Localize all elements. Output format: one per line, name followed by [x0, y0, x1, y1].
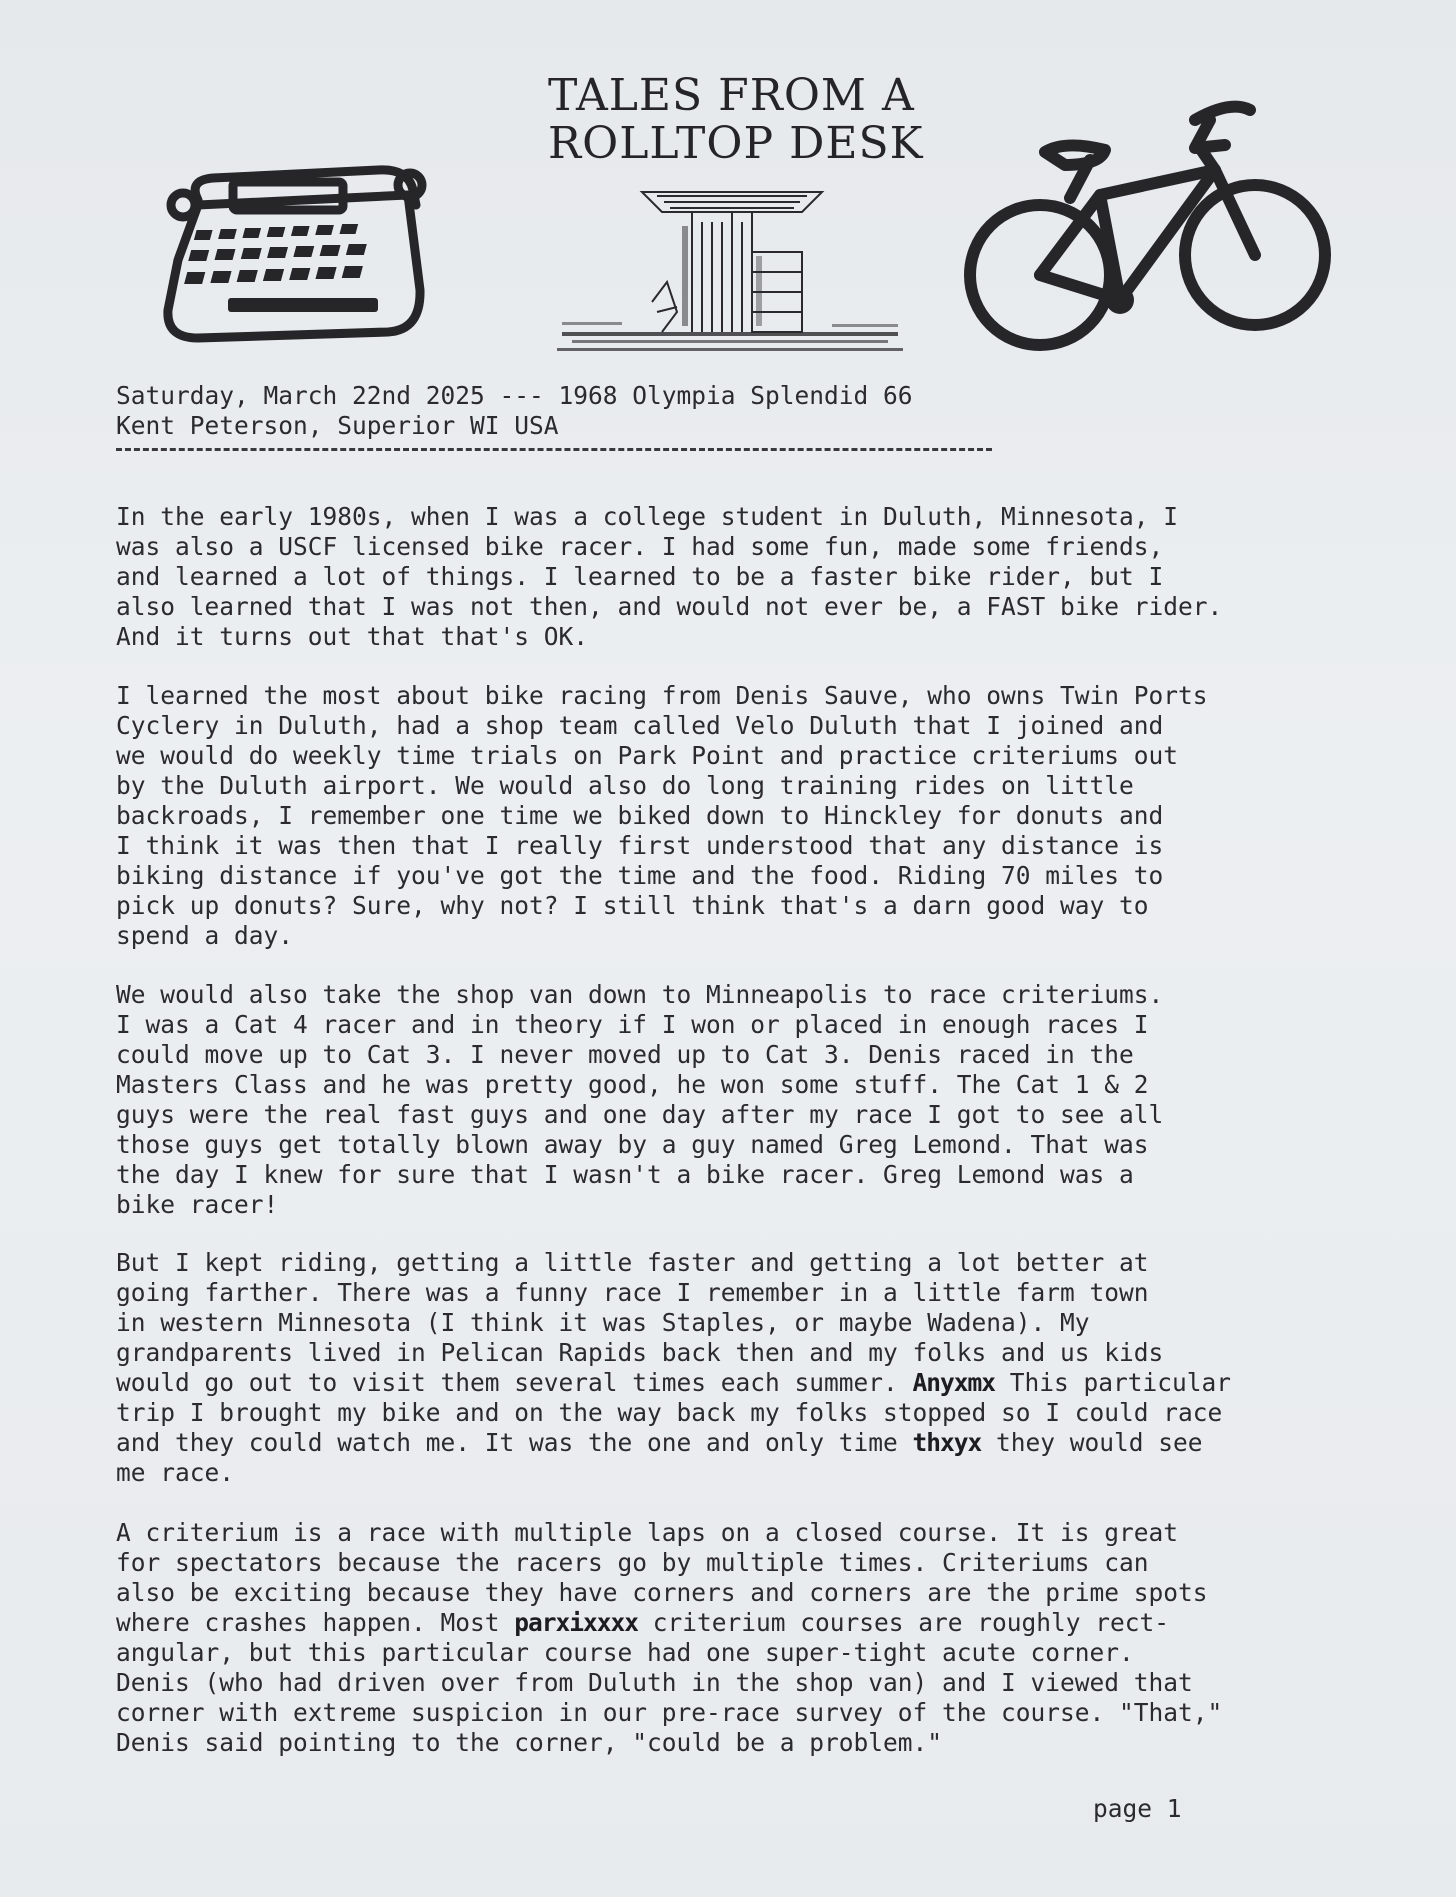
- paragraph-2: I learned the most about bike racing from Denis Sauve, who owns Twin Ports Cyclery in Duluth, had a shop team called Velo Duluth that I joined and we would do weekly time trials on Park Point and practice criteriums out by the Duluth airport. We would also do long training rides on little backroads, I remember one time we biked down to Hinckley for donuts and I think it was then that I really first understood that any distance is biking distance if you've got the time and the food. Riding 70 miles to pick up donuts? Sure, why not? I still think that's a darn good way to spend a day.: [116, 681, 1208, 950]
- bicycle-icon: [955, 90, 1340, 355]
- struck-out-text: thxyx: [912, 1428, 982, 1457]
- page-number: page 1: [1093, 1794, 1182, 1823]
- typewriter-icon: [158, 150, 428, 350]
- paragraph-4-part-a: But I kept riding, getting a little faster and getting a lot better at going farther. There was a funny race I remember in a little farm town in western Minnesota (I think it was Staples, or maybe Wadena). My grandparents lived in Pelican Rapids back then and my folks and us kids would go out to visit them several times each summer.: [116, 1248, 1164, 1397]
- paragraph-1: In the early 1980s, when I was a college student in Duluth, Minnesota, I was also a USCF licensed bike racer. I had some fun, made some friends, and learned a lot of things. I learned to be a faster bike rider, but I also learned that I was not then, and would not ever be, a FAST bike rider. And it turns out that that's OK.: [116, 502, 1223, 651]
- paragraph-4: [116, 1248, 1356, 1488]
- paragraph-5-part-b: criterium courses are roughly rect- angular, but this particular course had one super-tight acute corner. Denis (who had driven over from Duluth in the shop van) and I viewed that corner with extreme suspicion in our pre-race survey of the course. "That," Denis said pointing to the corner, "could be a problem.": [116, 1608, 1223, 1757]
- logo-line-2: ROLLTOP DESK: [548, 118, 924, 169]
- struck-out-text: Anyxmx: [912, 1368, 996, 1397]
- rolltop-desk-icon: [552, 182, 908, 358]
- masthead-logo: [548, 70, 924, 169]
- paragraph-4-part-b: This particular trip I brought my bike and on the way back my folks stopped so I could race and they could watch me. It was the one and only time: [116, 1368, 1232, 1457]
- dashed-divider: [116, 448, 992, 451]
- paragraph-5: [116, 1518, 1356, 1758]
- paragraph-3: We would also take the shop van down to Minneapolis to race criteriums. I was a Cat 4 racer and in theory if I won or placed in enough races I could move up to Cat 3. I never moved up to Cat 3. Denis raced in the Masters Class and he was pretty good, he won some stuff. The Cat 1 & 2 guys were the real fast guys and one day after my race I got to see all those guys get totally blown away by a guy named Greg Lemond. That was the day I knew for sure that I wasn't a bike racer. Greg Lemond was a bike racer!: [116, 980, 1164, 1219]
- header-block: [116, 381, 1356, 441]
- struck-out-text: parxixxxx: [514, 1608, 639, 1637]
- paragraph-5-part-a: A criterium is a race with multiple laps on a closed course. It is great for spectators because the racers go by multiple times. Criteriums can also be exciting because they have corners and corners are the prime spots where crashes happen. Most: [116, 1518, 1208, 1637]
- paragraph-4-part-c: they would see me race.: [116, 1428, 1203, 1487]
- date-line: Saturday, March 22nd 2025 --- 1968 Olympia Splendid 66: [116, 381, 913, 410]
- logo-line-1: TALES FROM A: [548, 70, 915, 121]
- author-line: Kent Peterson, Superior WI USA: [116, 411, 559, 440]
